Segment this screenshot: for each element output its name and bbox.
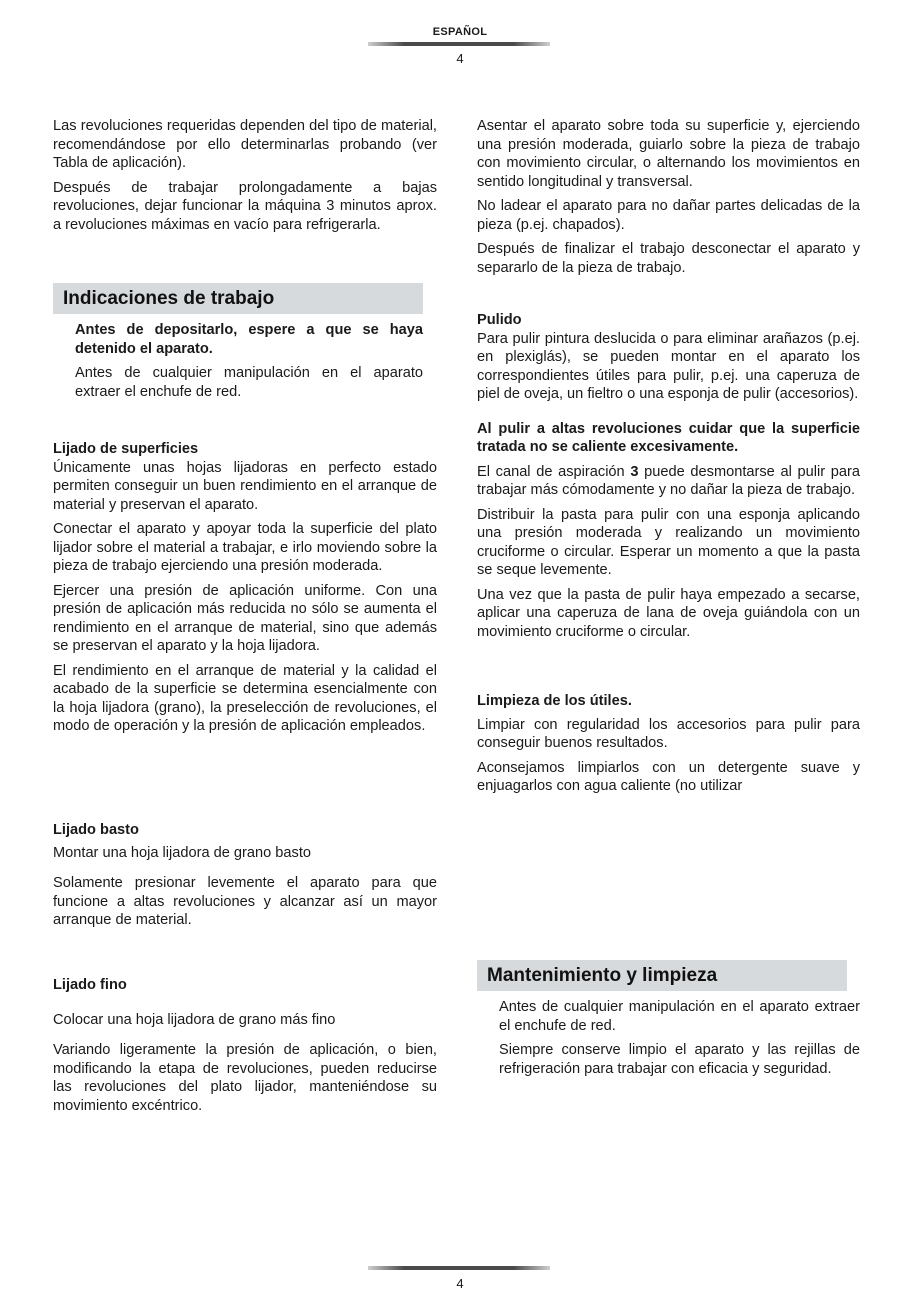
- header-rule: [368, 42, 550, 46]
- fine-section: [53, 976, 437, 1115]
- surface-paragraph-2: Conectar el aparato y apoyar toda la superficie del plato lijador sobre el material a trabajar, e irlo moviendo sobre la pieza de trabajo ejerciendo una presión moderada.: [53, 521, 437, 574]
- intro-paragraph-2: Después de trabajar prolongadamente a bajas revoluciones, dejar funcionar la máquina 3 minutos aprox. a revoluciones máximas en vacío para refrigerarla.: [53, 179, 437, 233]
- clean-tools-section: [477, 692, 860, 796]
- surface-paragraph-3: Ejercer una presión de aplicación uniforme. Con una presión de aplicación más reducida no sólo se aumenta el rendimiento en el arranque de material, sino que además se preservan el aparato y la hoja lijadora.: [53, 582, 437, 654]
- right-paragraph-2: No ladear el aparato para no dañar partes delicadas de la pieza (p.ej. chapados).: [477, 198, 860, 233]
- subheading-fine: Lijado fino: [53, 977, 127, 993]
- polish-paragraph-1: Para pulir pintura deslucida o para eliminar arañazos (p.ej. en plexiglás), se pueden montar en el aparato los correspondientes útiles para pulir, p.ej. una caperuza de piel de oveja, un fieltro o una esponja de pulir (accesorios).: [477, 330, 860, 402]
- clean-tools-paragraph-2: Aconsejamos limpiarlos con un detergente suave y enjuagarlos con agua caliente (no utilizar: [477, 759, 860, 794]
- coarse-paragraph-1: Montar una hoja lijadora de grano basto: [53, 844, 311, 861]
- polish-paragraph-2: [477, 463, 860, 500]
- maintenance-notes: [477, 998, 860, 1078]
- polish-section: [477, 311, 860, 641]
- work-warning: Antes de depositarlo, espere a que se haya detenido el aparato.: [75, 322, 423, 357]
- section-heading-work: Indicaciones de trabajo: [53, 283, 423, 314]
- right-paragraph-3: Después de finalizar el trabajo desconectar el aparato y separarlo de la pieza de trabajo.: [477, 241, 860, 276]
- intro-paragraph-1: Las revoluciones requeridas dependen del tipo de material, recomendándose por ello determinarlas probando (ver Tabla de aplicación).: [53, 118, 437, 171]
- fine-paragraph-2: Variando ligeramente la presión de aplicación, o bien, modificando la etapa de revoluciones, pueden reducirse las revoluciones del plato lijador, manteniéndose su movimiento excéntrico.: [53, 1042, 437, 1114]
- subheading-clean-tools: Limpieza de los útiles.: [477, 693, 632, 709]
- polish-paragraph-4: Una vez que la pasta de pulir haya empezado a secarse, aplicar una caperuza de lana de oveja guiándola con un movimiento cruciforme o circular.: [477, 586, 860, 640]
- coarse-paragraph-2: Solamente presionar levemente el aparato para que funcione a altas revoluciones y alcanzar así un mayor arranque de material.: [53, 875, 437, 928]
- right-intro: [477, 117, 860, 277]
- maintenance-paragraph-1: Antes de cualquier manipulación en el aparato extraer el enchufe de red.: [499, 999, 860, 1034]
- subheading-polish: Pulido: [477, 312, 522, 328]
- section-heading-maintenance: Mantenimiento y limpieza: [477, 960, 847, 991]
- part-number-3: 3: [630, 463, 639, 480]
- page-number-bottom: 4: [456, 1276, 464, 1291]
- footer-rule: [368, 1266, 550, 1270]
- surface-paragraph-4: El rendimiento en el arranque de material y la calidad el acabado de la superficie se determina esencialmente con la hoja lijadora (grano), la preselección de revoluciones, el modo de operación y la presión de aplicación empleados.: [53, 662, 437, 734]
- page-number-top: 4: [456, 51, 464, 66]
- polish-paragraph-2-end: puede desmontarse al pulir para trabajar más cómodamente y no dañar la pieza de trabajo.: [477, 463, 860, 498]
- fine-paragraph-1: Colocar una hoja lijadora de grano más fino: [53, 1011, 336, 1028]
- work-notes: [53, 321, 423, 401]
- surface-paragraph-1: Únicamente unas hojas lijadoras en perfecto estado permiten conseguir un buen rendimiento en el arranque de material y preservan el aparato.: [53, 459, 437, 513]
- coarse-section: [53, 821, 437, 930]
- surface-section: [53, 440, 437, 736]
- clean-tools-paragraph-1: Limpiar con regularidad los accesorios para pulir para conseguir buenos resultados.: [477, 716, 860, 751]
- polish-warning: Al pulir a altas revoluciones cuidar que la superficie tratada no se caliente excesivamente.: [477, 420, 860, 455]
- polish-paragraph-2-start: El canal de aspiración: [477, 463, 631, 480]
- polish-paragraph-3: Distribuir la pasta para pulir con una esponja aplicando una presión moderada y realizando un movimiento cruciforme o circular. Esperar un momento a que la pasta se seque levemente.: [477, 506, 860, 578]
- maintenance-paragraph-2: Siempre conserve limpio el aparato y las rejillas de refrigeración para trabajar con eficacia y seguridad.: [499, 1042, 860, 1077]
- right-paragraph-1: Asentar el aparato sobre toda su superficie y, ejerciendo una presión moderada, guiarlo sobre la pieza de trabajo con movimiento circular, o alternando los movimientos en sentido longitudinal y transversal.: [477, 118, 860, 190]
- subheading-surface: Lijado de superficies: [53, 441, 199, 457]
- subheading-coarse: Lijado basto: [53, 822, 139, 838]
- language-label: ESPAÑOL: [432, 26, 488, 38]
- work-unplug-note: Antes de cualquier manipulación en el aparato extraer el enchufe de red.: [75, 365, 423, 400]
- left-intro: [53, 117, 437, 234]
